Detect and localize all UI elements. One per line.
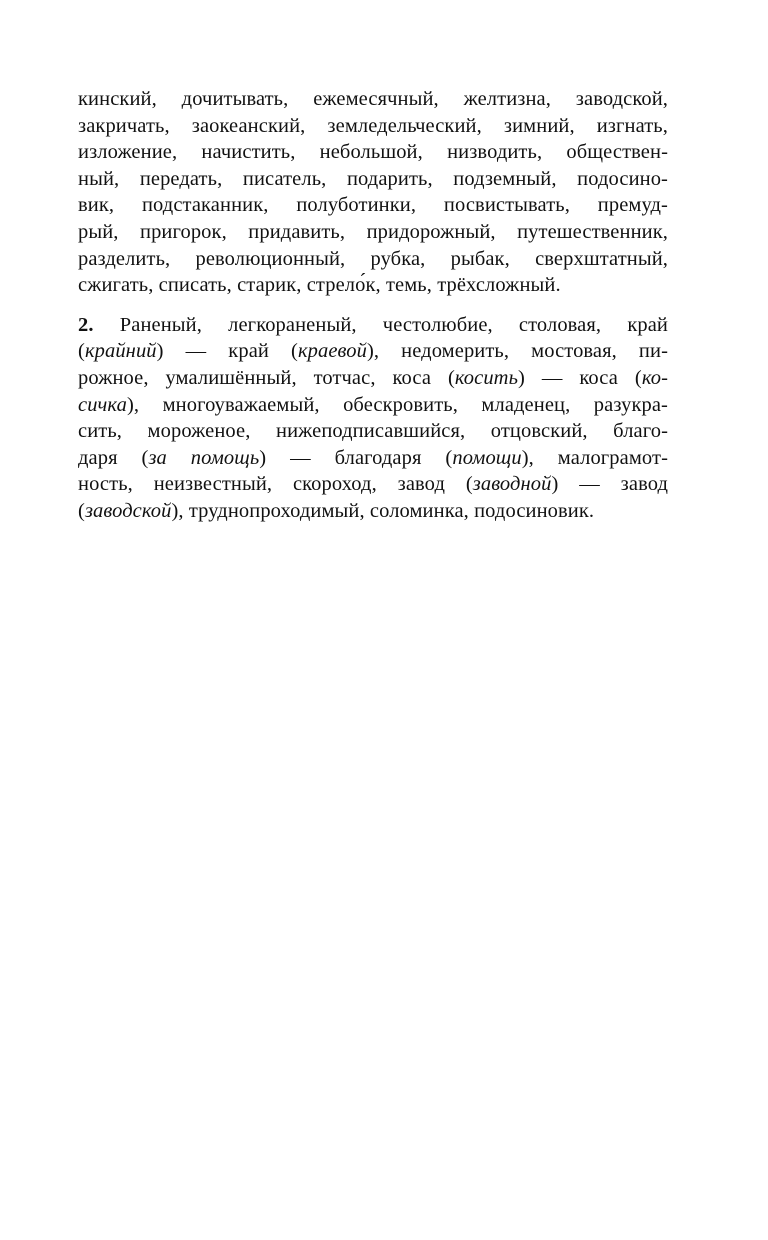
text-run: ) — благодаря ( xyxy=(259,446,453,469)
page-text xyxy=(78,86,668,525)
text-run: ) — завод xyxy=(551,473,668,496)
text-run: ) — край ( xyxy=(156,340,298,363)
text-line xyxy=(78,312,668,339)
italic-run: заводской xyxy=(84,499,172,522)
text-line xyxy=(78,338,668,365)
italic-run: ко- xyxy=(641,366,668,389)
text-line xyxy=(78,365,668,392)
text-run: ( xyxy=(78,499,85,522)
text-line xyxy=(78,392,668,419)
text-run: ), недомерить, мостовая, пи- xyxy=(366,340,669,363)
text-run: ), многоуважаемый, обескровить, младенец, разукра- xyxy=(126,393,668,416)
text-run: ( xyxy=(78,340,85,363)
italic-run: краевой xyxy=(297,340,367,363)
text-run: ность, неизвестный, скороход, завод ( xyxy=(78,473,473,496)
exercise-number: 2. xyxy=(78,313,94,336)
text-line: сжигать, списать, старик, стрело́к, темь, трёхсложный. xyxy=(78,274,561,297)
text-run: рожное, умалишённый, тотчас, коса ( xyxy=(78,366,455,389)
italic-run: заводной xyxy=(472,473,552,496)
text-line xyxy=(78,498,668,525)
text-run: ), труднопроходимый, соломинка, подосиновик. xyxy=(171,499,595,522)
text-line: кинский, дочитывать, ежемесячный, желтизна, заводской, xyxy=(78,88,668,110)
italic-run: сичка xyxy=(78,393,127,416)
italic-run: за помощь xyxy=(148,446,260,469)
text-line: рый, пригорок, придавить, придорожный, путешественник, xyxy=(78,220,668,243)
paragraph-1 xyxy=(78,86,668,299)
text-line: разделить, революционный, рубка, рыбак, сверхштатный, xyxy=(78,247,668,270)
text-run: ) — коса ( xyxy=(518,366,642,389)
text-line xyxy=(78,445,668,472)
text-run: даря ( xyxy=(78,446,149,469)
text-line: закричать, заокеанский, земледельческий, зимний, изгнать, xyxy=(78,114,668,137)
italic-run: помощи xyxy=(452,446,522,469)
text-run: ), малограмот- xyxy=(521,446,668,469)
text-line: сить, мороженое, нижеподписавшийся, отцовский, благо- xyxy=(78,420,668,443)
text-line: ный, передать, писатель, подарить, подземный, подосино- xyxy=(78,167,668,190)
text-run: Раненый, легкораненый, честолюбие, столовая, край xyxy=(119,313,668,336)
italic-run: косить xyxy=(454,366,519,389)
paragraph-2 xyxy=(78,312,668,525)
text-line xyxy=(78,471,668,498)
text-line: вик, подстаканник, полуботинки, посвистывать, премуд- xyxy=(78,194,668,217)
text-line: изложение, начистить, небольшой, низводить, обществен- xyxy=(78,141,668,164)
italic-run: крайний xyxy=(84,340,157,363)
